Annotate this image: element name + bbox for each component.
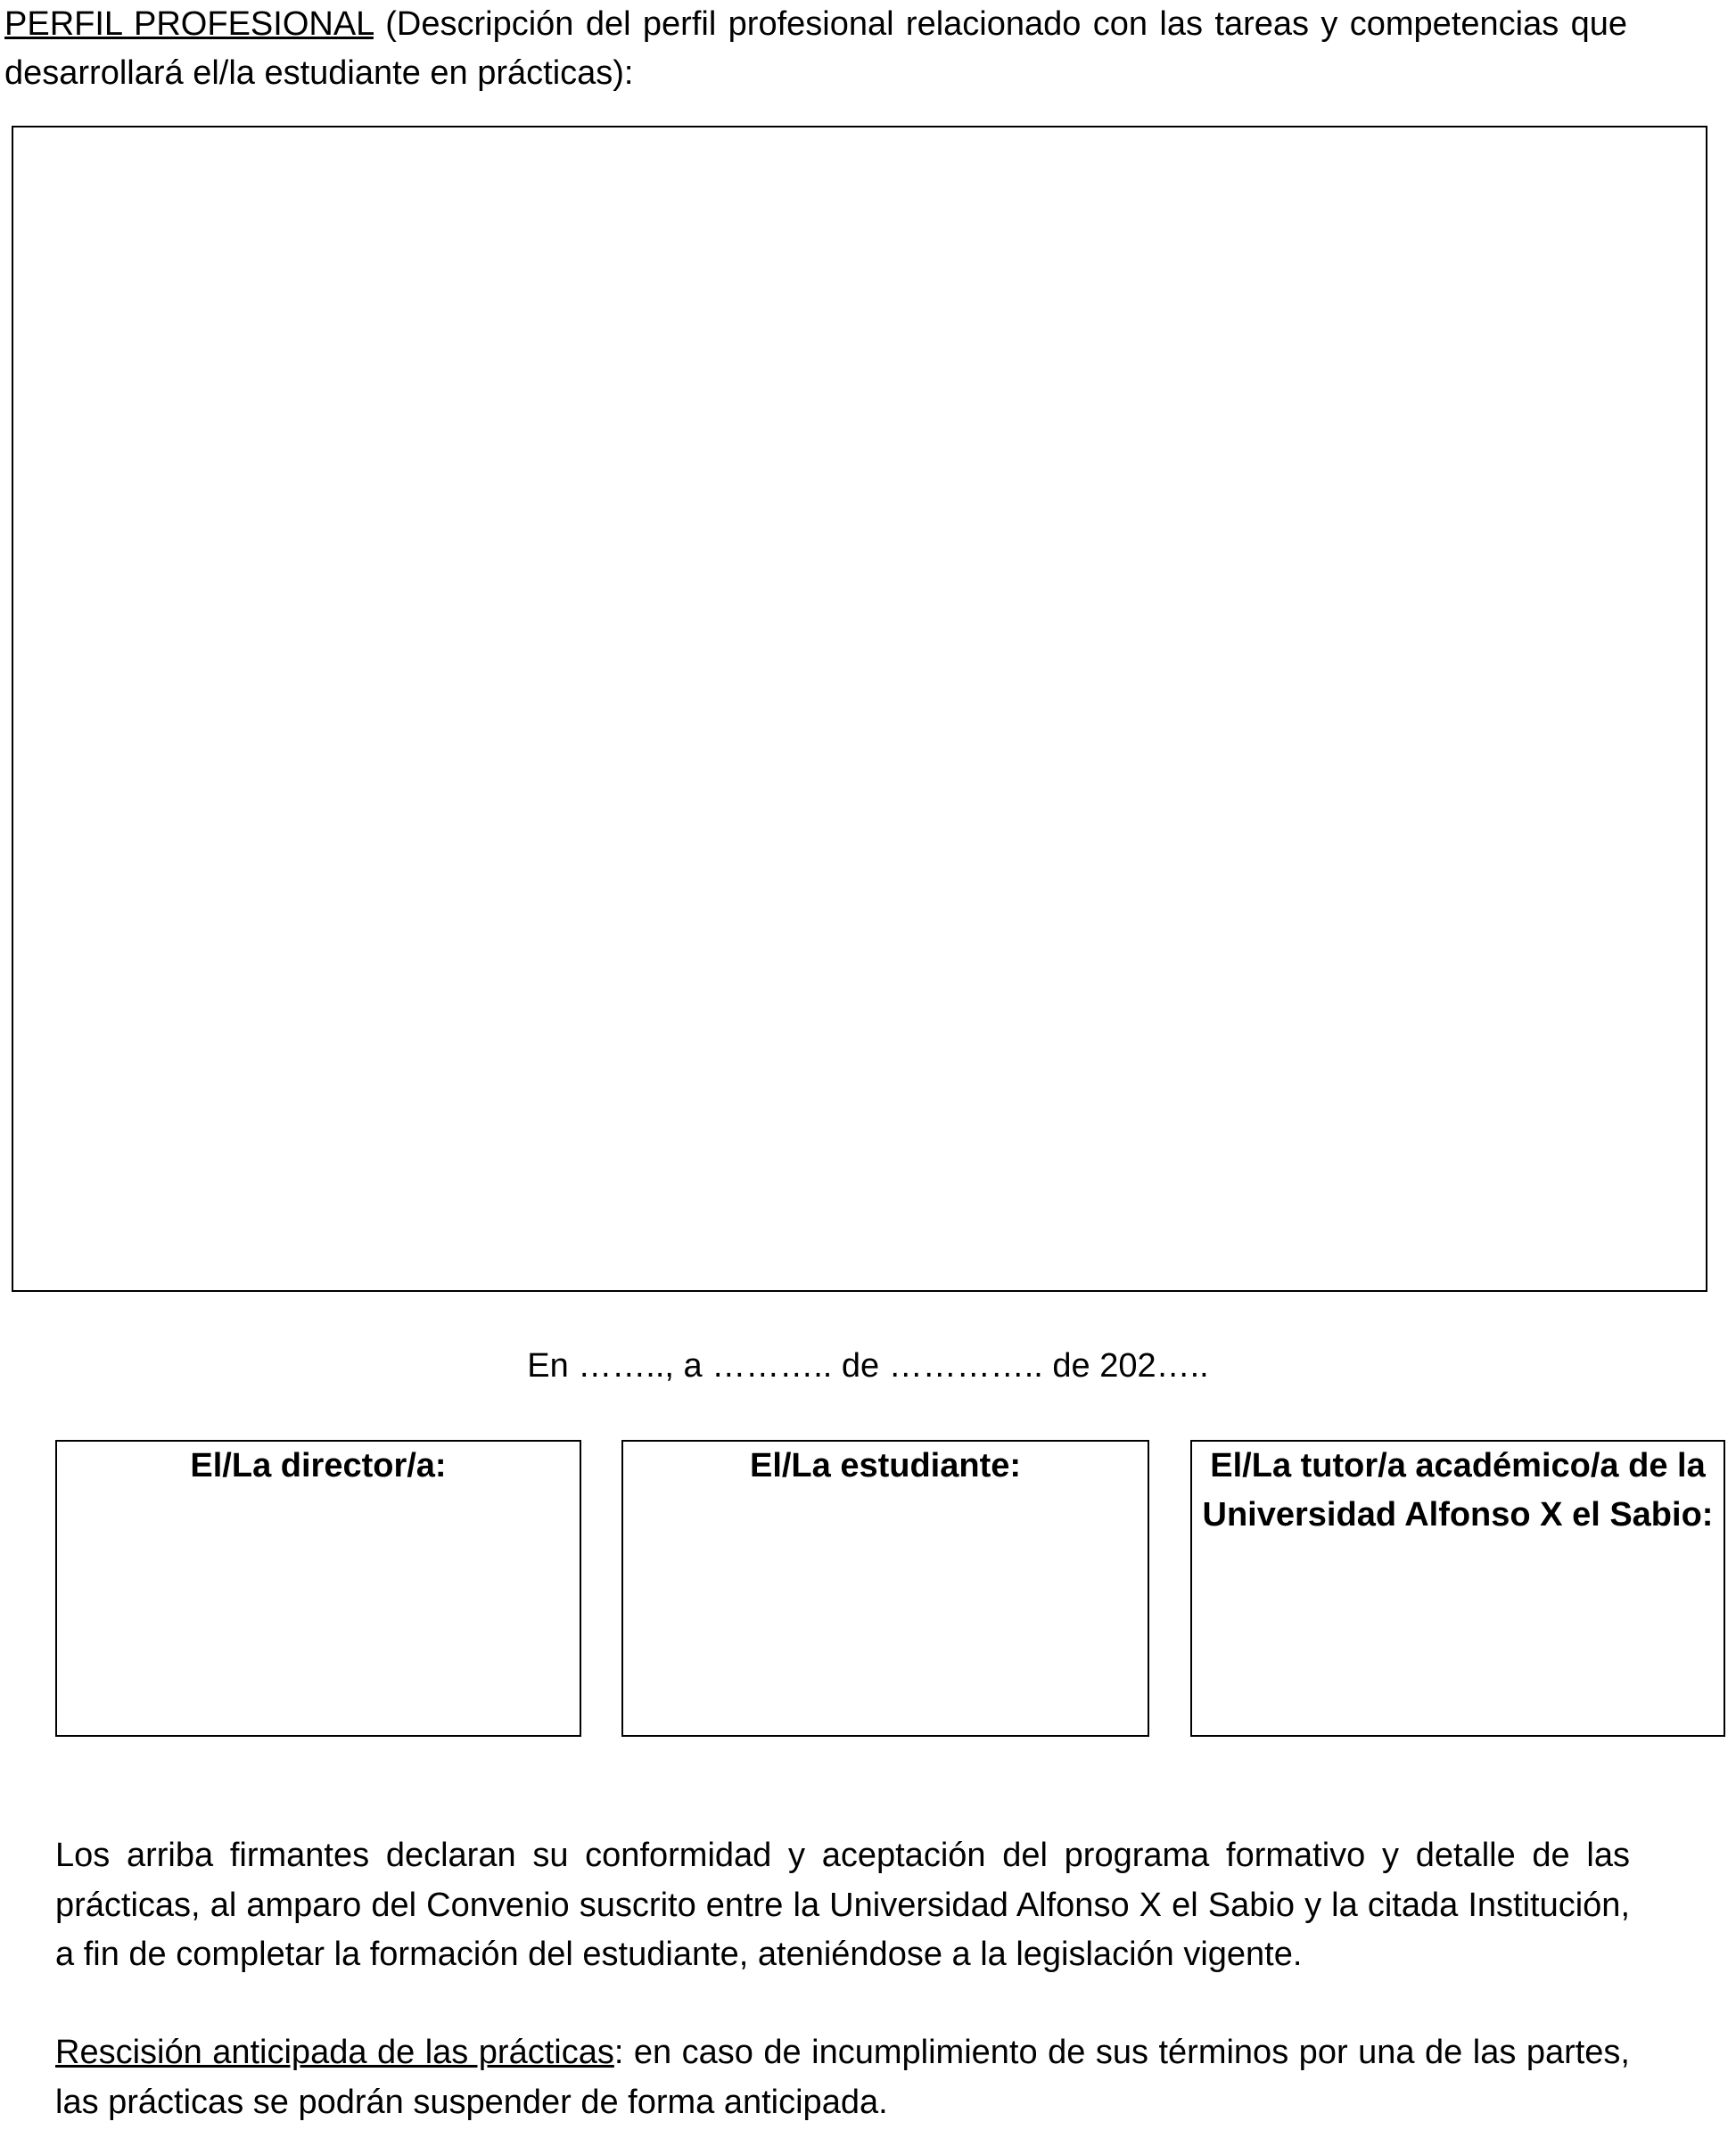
date-line: En …….., a ……….. de ………….. de 202….. <box>527 1347 1209 1385</box>
rescission-text: : en caso de incumplimiento de sus términos por una de las partes, las prácticas se podrán suspender de forma anticipada. <box>55 2034 1630 2121</box>
profile-description-box[interactable] <box>12 126 1707 1292</box>
signature-label: El/La estudiante: <box>749 1447 1022 1484</box>
signature-box-director[interactable] <box>55 1440 581 1737</box>
profile-heading: PERFIL PROFESIONAL <box>4 5 374 43</box>
rescission-paragraph <box>55 2028 1630 2127</box>
rescission-title: Rescisión anticipada de las prácticas <box>55 2034 614 2071</box>
signature-box-student[interactable] <box>621 1440 1149 1737</box>
signature-label: El/La director/a: <box>190 1447 447 1484</box>
declaration-paragraph: Los arriba firmantes declaran su conformidad y aceptación del programa formativo y detalle de las prácticas, al amparo del Convenio suscrito entre la Universidad Alfonso X el Sabio y la citada Institución, a fin de completar la formación del estudiante, ateniéndose a la legislación vigente. <box>55 1837 1630 1973</box>
signature-label: El/La tutor/a académico/a de la Universidad Alfonso X el Sabio: <box>1202 1447 1714 1534</box>
signature-box-tutor[interactable] <box>1190 1440 1725 1737</box>
profile-description: (Descripción del perfil profesional relacionado con las tareas y competencias que desarrollará el/la estudiante en prácticas): <box>4 5 1627 92</box>
profile-intro <box>4 0 1627 98</box>
